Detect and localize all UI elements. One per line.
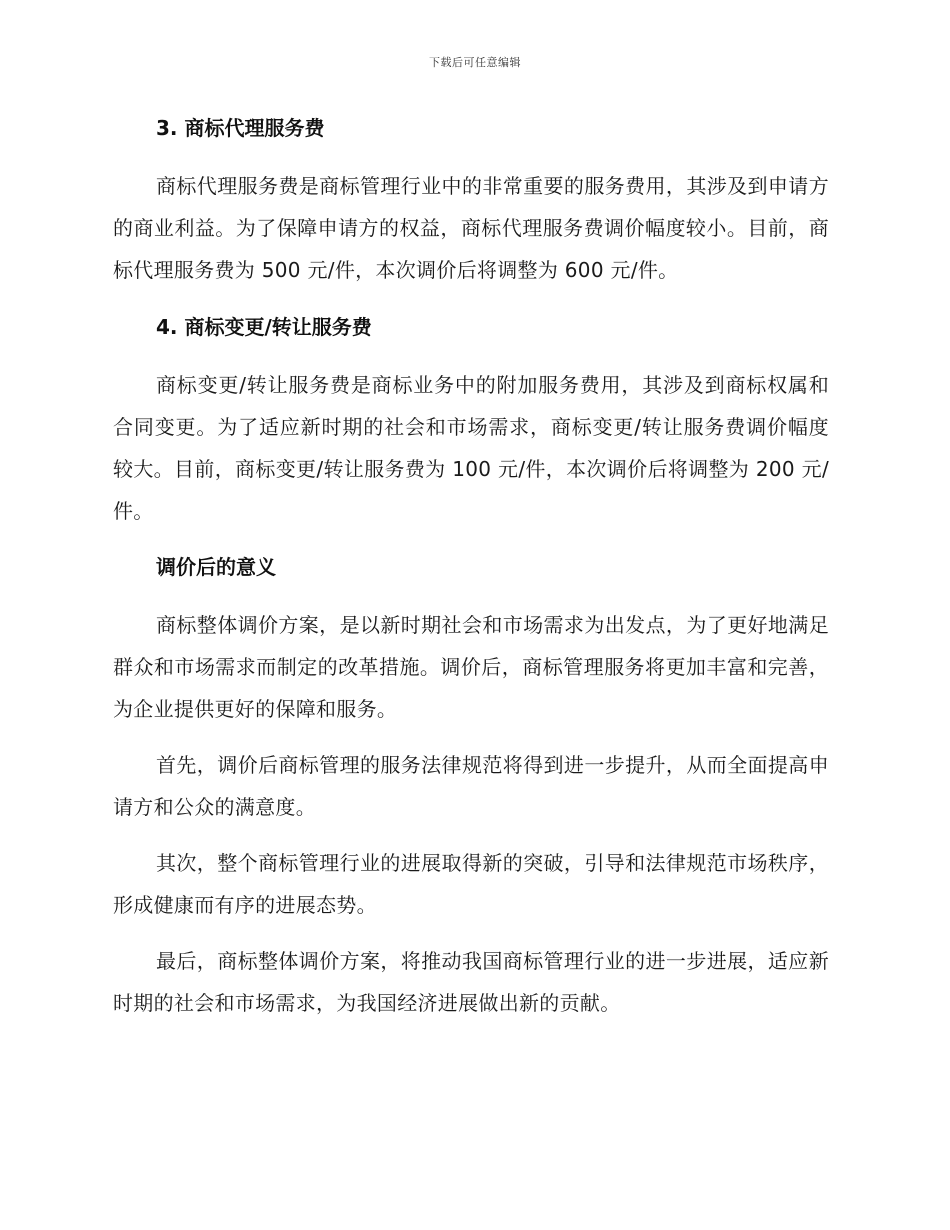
document-body (113, 112, 829, 1024)
paragraph-significance-last: 最后，商标整体调价方案，将推动我国商标管理行业的进一步进展，适应新时期的社会和市场需求，为我国经济进展做出新的贡献。 (113, 949, 829, 1015)
paragraph-trademark-change-fee: 商标变更/转让服务费是商标业务中的附加服务费用，其涉及到商标权属和合同变更。为了适应新时期的社会和市场需求，商标变更/转让服务费调价幅度较大。目前，商标变更/转让服务费为 100 元/件，本次调价后将调整为 200 元/件。 (113, 373, 829, 523)
paragraph-significance-intro: 商标整体调价方案，是以新时期社会和市场需求为出发点，为了更好地满足群众和市场需求而制定的改革措施。调价后，商标管理服务将更加丰富和完善，为企业提供更好的保障和服务。 (113, 613, 829, 721)
section-heading-significance: 调价后的意义 (156, 555, 276, 579)
paragraph-significance-second: 其次，整个商标管理行业的进展取得新的突破，引导和法律规范市场秩序，形成健康而有序的进展态势。 (113, 851, 829, 917)
section-heading-trademark-change-fee: 4. 商标变更/转让服务费 (156, 315, 372, 339)
paragraph-significance-first: 首先，调价后商标管理的服务法律规范将得到进一步提升，从而全面提高申请方和公众的满意度。 (113, 753, 829, 819)
section-heading-trademark-agency-fee: 3. 商标代理服务费 (156, 116, 325, 140)
paragraph-trademark-agency-fee: 商标代理服务费是商标管理行业中的非常重要的服务费用，其涉及到申请方的商业利益。为了保障申请方的权益，商标代理服务费调价幅度较小。目前，商标代理服务费为 500 元/件，本次调价后将调整为 600 元/件。 (113, 174, 829, 282)
page-header: 下载后可任意编辑 (429, 56, 521, 69)
